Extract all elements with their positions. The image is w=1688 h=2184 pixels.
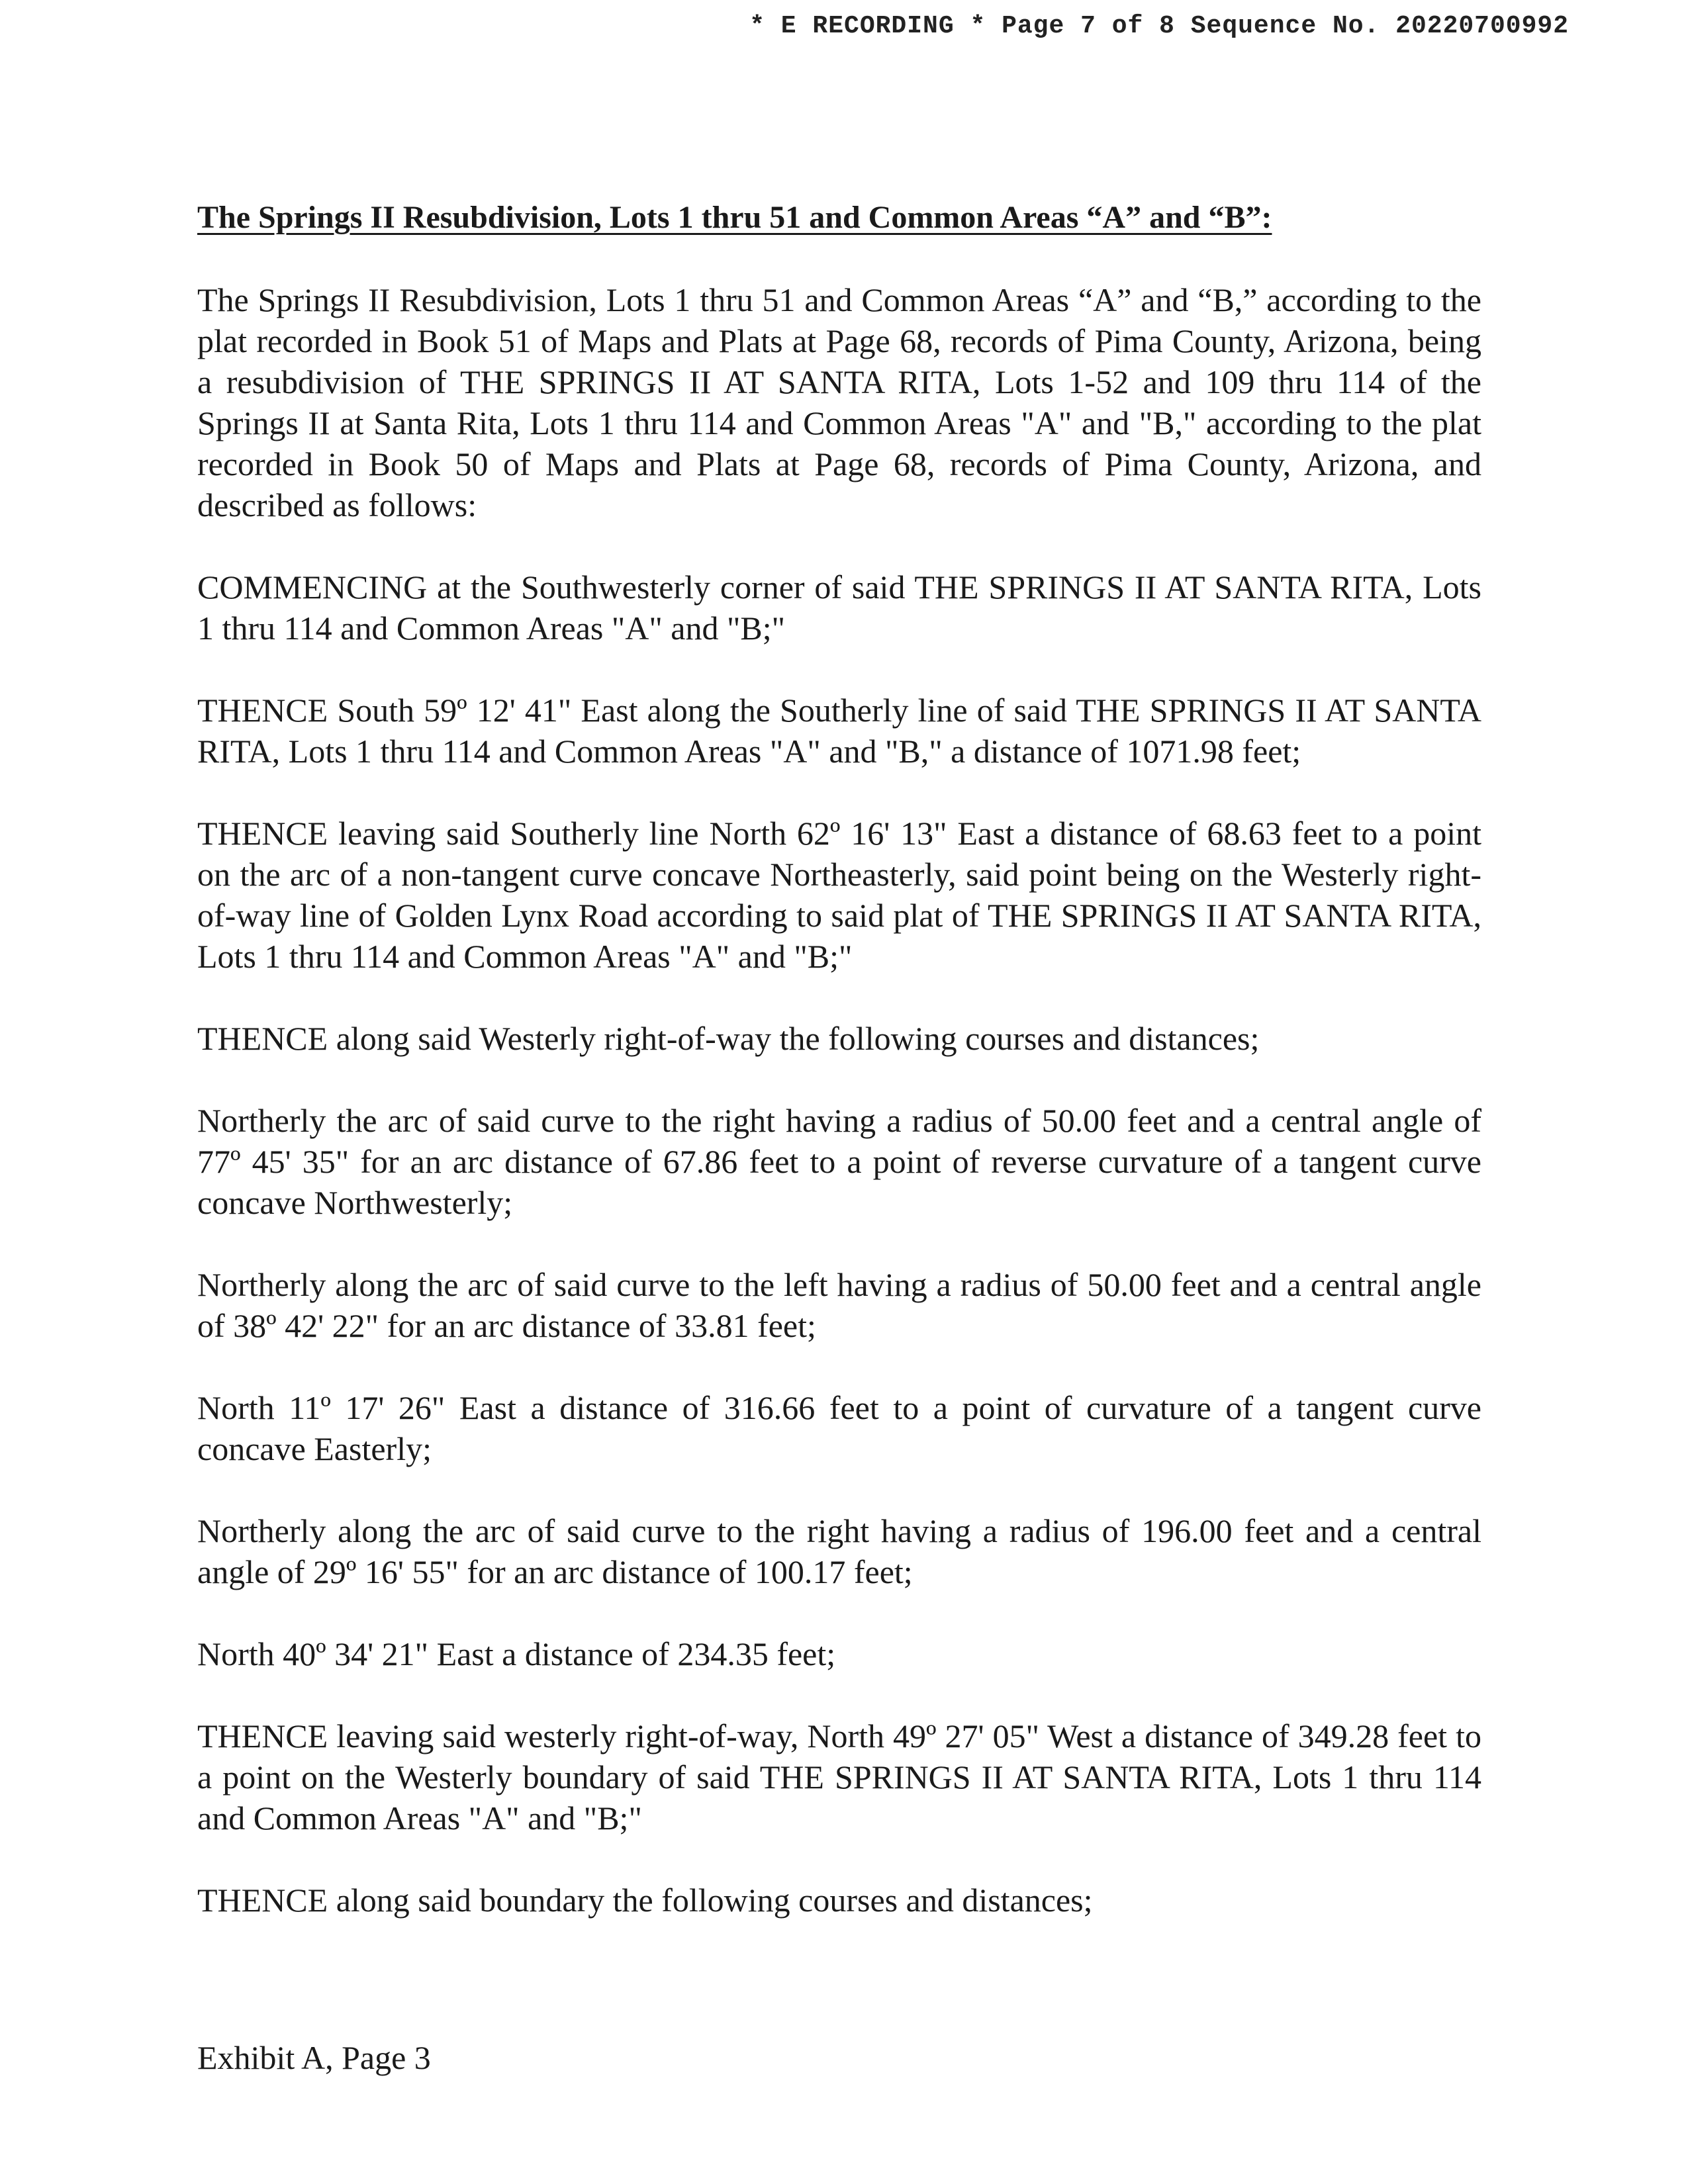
paragraph-curve-2: Northerly along the arc of said curve to the left having a radius of 50.00 feet and a central angle of 38º 42' 22" for an arc distance of 33.81 feet; bbox=[197, 1266, 1481, 1344]
paragraph-course-2: THENCE leaving said Southerly line North 62º 16' 13" East a distance of 68.63 feet to a point on the arc of a non-tangent curve concave Northeasterly, said point being on the Westerly right-of-way line of Golden Lynx Road according to said plat of THE SPRINGS II AT SANTA RITA, Lots 1 thru 114 and Common Areas "A" and "B;" bbox=[197, 815, 1481, 975]
paragraph-course-5: THENCE leaving said westerly right-of-way, North 49º 27' 05" West a distance of 349.28 feet to a point on the Westerly boundary of said THE SPRINGS II AT SANTA RITA, Lots 1 thru 114 and Common Areas "A" and "B;" bbox=[197, 1717, 1481, 1837]
paragraph-along-right-of-way: THENCE along said Westerly right-of-way the following courses and distances; bbox=[197, 1020, 1260, 1057]
page-footer: Exhibit A, Page 3 bbox=[197, 2039, 431, 2076]
paragraph-curve-3: Northerly along the arc of said curve to the right having a radius of 196.00 feet and a central angle of 29º 16' 55" for an arc distance of 100.17 feet; bbox=[197, 1512, 1481, 1590]
paragraph-course-4: North 40º 34' 21" East a distance of 234.35 feet; bbox=[197, 1635, 836, 1672]
paragraph-course-3: North 11º 17' 26" East a distance of 316.66 feet to a point of curvature of a tangent curve concave Easterly; bbox=[197, 1389, 1481, 1467]
paragraph-course-1: THENCE South 59º 12' 41" East along the Southerly line of said THE SPRINGS II AT SANTA RITA, Lots 1 thru 114 and Common Areas "A" and "B," a distance of 1071.98 feet; bbox=[197, 692, 1481, 770]
paragraph-curve-1: Northerly the arc of said curve to the right having a radius of 50.00 feet and a central angle of 77º 45' 35" for an arc distance of 67.86 feet to a point of reverse curvature of a tangent curve concave Northwesterly; bbox=[197, 1102, 1481, 1221]
paragraph-commencing: COMMENCING at the Southwesterly corner of said THE SPRINGS II AT SANTA RITA, Lots 1 thru 114 and Common Areas "A" and "B;" bbox=[197, 569, 1481, 647]
paragraph-along-boundary: THENCE along said boundary the following courses and distances; bbox=[197, 1882, 1093, 1919]
recording-header: * E RECORDING * Page 7 of 8 Sequence No. 20220700992 bbox=[749, 12, 1569, 40]
document-body bbox=[197, 197, 1481, 1962]
paragraph-description: The Springs II Resubdivision, Lots 1 thru 51 and Common Areas “A” and “B,” according to the plat recorded in Book 51 of Maps and Plats at Page 68, records of Pima County, Arizona, being a resubdivision of THE SPRINGS II AT SANTA RITA, Lots 1-52 and 109 thru 114 of the Springs II at Santa Rita, Lots 1 thru 114 and Common Areas "A" and "B," according to the plat recorded in Book 50 of Maps and Plats at Page 68, records of Pima County, Arizona, and described as follows: bbox=[197, 281, 1481, 523]
document-title: The Springs II Resubdivision, Lots 1 thru 51 and Common Areas “A” and “B”: bbox=[197, 200, 1272, 235]
